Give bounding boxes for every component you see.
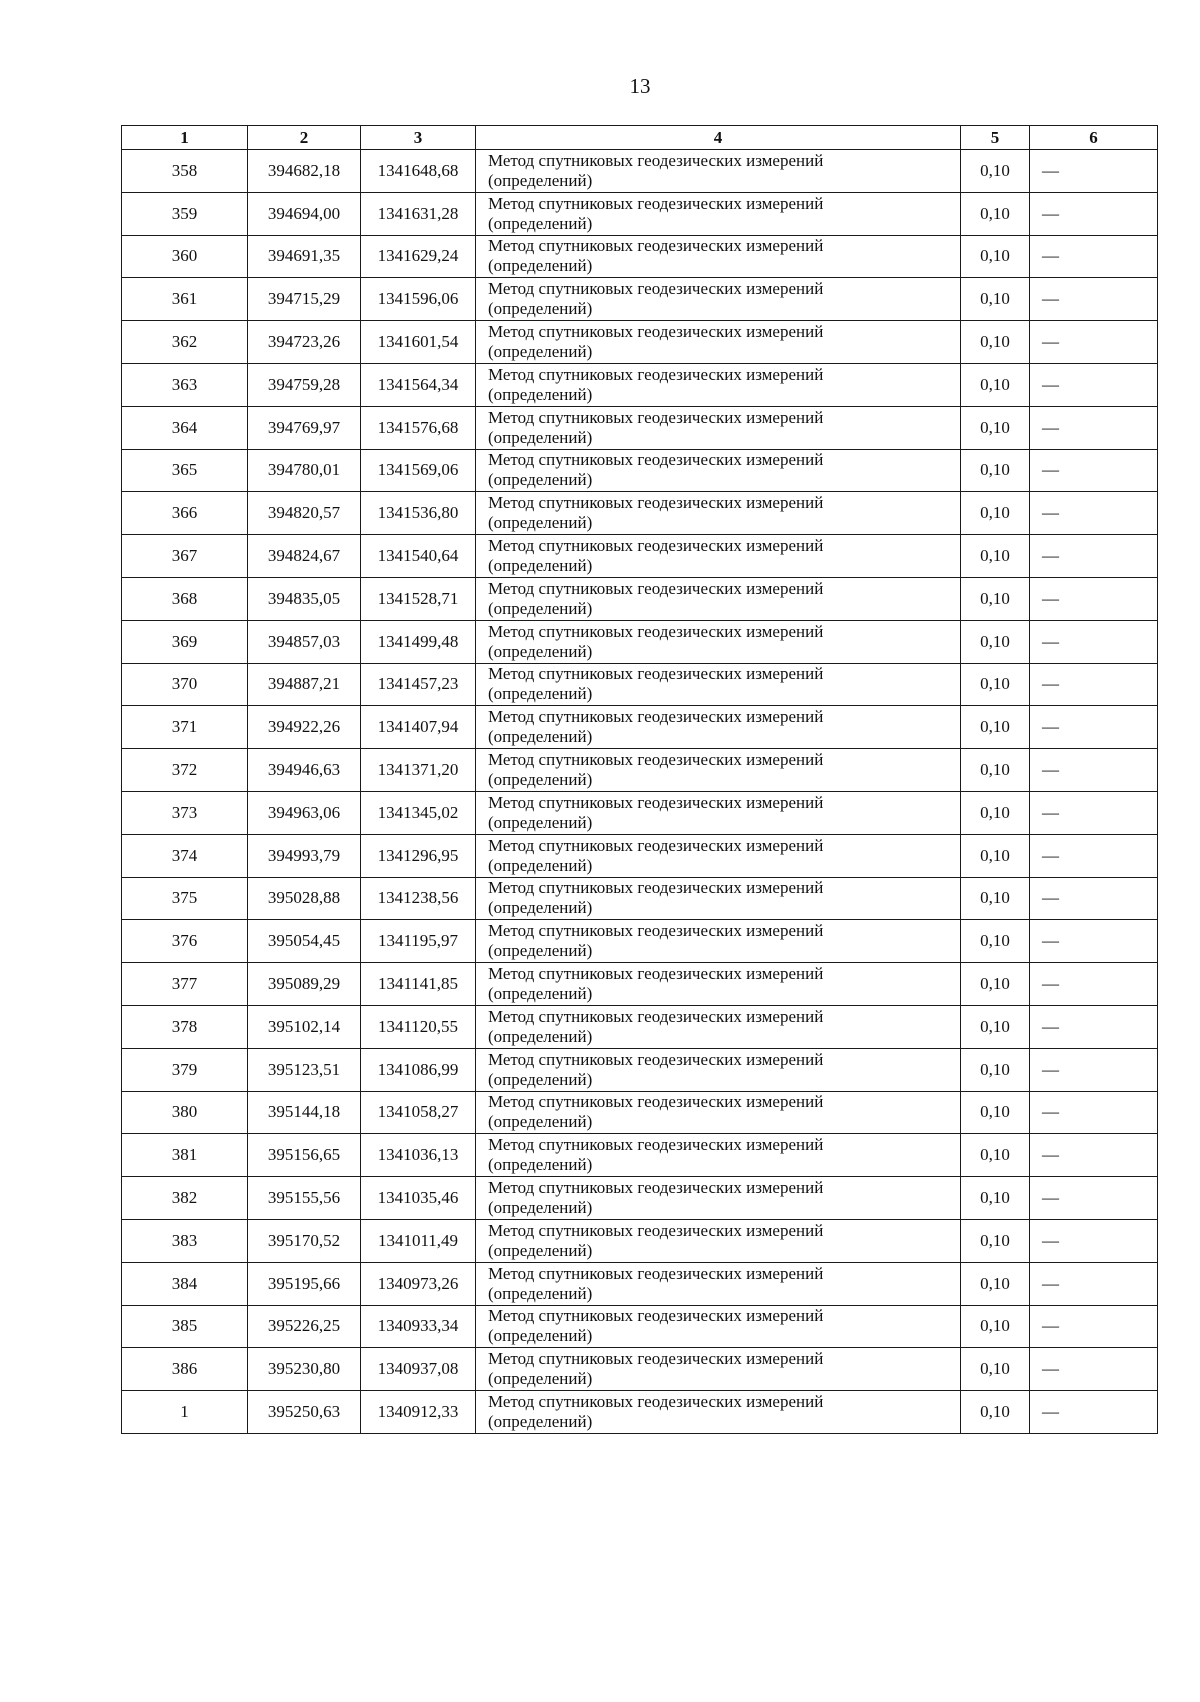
method-line-2: (определений): [488, 1412, 593, 1431]
table-row: [122, 321, 1158, 364]
y-coordinate-cell: 1341058,27: [361, 1091, 476, 1134]
note-cell: —: [1030, 1348, 1158, 1391]
y-coordinate-cell: 1340937,08: [361, 1348, 476, 1391]
table-row: [122, 577, 1158, 620]
table-body: [122, 150, 1158, 1434]
method-cell: [476, 1134, 961, 1177]
accuracy-cell: 0,10: [961, 321, 1030, 364]
method-cell: [476, 749, 961, 792]
method-line-1: Метод спутниковых геодезических измерений: [488, 921, 824, 941]
method-line-2: (определений): [488, 1069, 593, 1089]
point-number-cell: 359: [122, 192, 248, 235]
x-coordinate-cell: 395089,29: [248, 963, 361, 1006]
note-cell: —: [1030, 834, 1158, 877]
method-line-2: (определений): [488, 1026, 593, 1046]
method-cell: [476, 406, 961, 449]
x-coordinate-cell: 395195,66: [248, 1262, 361, 1305]
method-line-2: (определений): [488, 427, 593, 447]
accuracy-cell: 0,10: [961, 192, 1030, 235]
y-coordinate-cell: 1341629,24: [361, 235, 476, 278]
accuracy-cell: 0,10: [961, 963, 1030, 1006]
accuracy-cell: 0,10: [961, 235, 1030, 278]
method-line-1: Метод спутниковых геодезических измерений: [488, 279, 824, 299]
accuracy-cell: 0,10: [961, 1005, 1030, 1048]
method-line-2: (определений): [488, 513, 593, 533]
table-row: [122, 535, 1158, 578]
note-cell: —: [1030, 877, 1158, 920]
accuracy-cell: 0,10: [961, 620, 1030, 663]
x-coordinate-cell: 394694,00: [248, 192, 361, 235]
coordinates-table: [121, 125, 1158, 1434]
accuracy-cell: 0,10: [961, 1391, 1030, 1434]
x-coordinate-cell: 394963,06: [248, 791, 361, 834]
point-number-cell: 381: [122, 1134, 248, 1177]
point-number-cell: 379: [122, 1048, 248, 1091]
method-line-2: (определений): [488, 1326, 593, 1346]
method-line-2: (определений): [488, 941, 593, 961]
table-row: [122, 877, 1158, 920]
accuracy-cell: 0,10: [961, 1091, 1030, 1134]
x-coordinate-cell: 394887,21: [248, 663, 361, 706]
method-cell: [476, 877, 961, 920]
method-line-2: (определений): [488, 855, 593, 875]
point-number-cell: 370: [122, 663, 248, 706]
accuracy-cell: 0,10: [961, 363, 1030, 406]
method-cell: [476, 620, 961, 663]
note-cell: —: [1030, 192, 1158, 235]
method-line-1: Метод спутниковых геодезических измерений: [488, 1135, 824, 1155]
note-cell: —: [1030, 1005, 1158, 1048]
method-line-1: Метод спутниковых геодезических измерений: [488, 150, 824, 170]
note-cell: —: [1030, 791, 1158, 834]
accuracy-cell: 0,10: [961, 1348, 1030, 1391]
y-coordinate-cell: 1341536,80: [361, 492, 476, 535]
method-line-1: Метод спутниковых геодезических измерений: [488, 835, 824, 855]
method-cell: [476, 1219, 961, 1262]
header-col-5: 5: [961, 126, 1030, 150]
x-coordinate-cell: 395155,56: [248, 1177, 361, 1220]
point-number-cell: 383: [122, 1219, 248, 1262]
x-coordinate-cell: 395170,52: [248, 1219, 361, 1262]
point-number-cell: 375: [122, 877, 248, 920]
x-coordinate-cell: 394857,03: [248, 620, 361, 663]
method-cell: [476, 663, 961, 706]
x-coordinate-cell: 394723,26: [248, 321, 361, 364]
method-line-2: (определений): [488, 770, 593, 790]
accuracy-cell: 0,10: [961, 749, 1030, 792]
accuracy-cell: 0,10: [961, 663, 1030, 706]
y-coordinate-cell: 1340973,26: [361, 1262, 476, 1305]
y-coordinate-cell: 1341499,48: [361, 620, 476, 663]
header-col-4: 4: [476, 126, 961, 150]
method-cell: [476, 963, 961, 1006]
method-line-1: Метод спутниковых геодезических измерений: [488, 750, 824, 770]
method-line-2: (определений): [488, 984, 593, 1004]
table-row: [122, 834, 1158, 877]
point-number-cell: 358: [122, 150, 248, 193]
accuracy-cell: 0,10: [961, 278, 1030, 321]
y-coordinate-cell: 1341141,85: [361, 963, 476, 1006]
method-cell: [476, 834, 961, 877]
method-line-2: (определений): [488, 1198, 593, 1218]
y-coordinate-cell: 1341036,13: [361, 1134, 476, 1177]
y-coordinate-cell: 1341631,28: [361, 192, 476, 235]
table-row: [122, 1391, 1158, 1434]
method-line-2: (определений): [488, 641, 593, 661]
table-row: [122, 791, 1158, 834]
point-number-cell: 378: [122, 1005, 248, 1048]
note-cell: —: [1030, 278, 1158, 321]
accuracy-cell: 0,10: [961, 706, 1030, 749]
accuracy-cell: 0,10: [961, 535, 1030, 578]
table-row: [122, 1219, 1158, 1262]
point-number-cell: 363: [122, 363, 248, 406]
method-line-2: (определений): [488, 898, 593, 918]
table-row: [122, 449, 1158, 492]
header-col-6: 6: [1030, 126, 1158, 150]
y-coordinate-cell: 1341601,54: [361, 321, 476, 364]
note-cell: —: [1030, 1048, 1158, 1091]
accuracy-cell: 0,10: [961, 1134, 1030, 1177]
point-number-cell: 360: [122, 235, 248, 278]
note-cell: —: [1030, 492, 1158, 535]
y-coordinate-cell: 1341528,71: [361, 577, 476, 620]
accuracy-cell: 0,10: [961, 150, 1030, 193]
y-coordinate-cell: 1340933,34: [361, 1305, 476, 1348]
method-cell: [476, 535, 961, 578]
accuracy-cell: 0,10: [961, 492, 1030, 535]
method-cell: [476, 791, 961, 834]
header-col-1: 1: [122, 126, 248, 150]
point-number-cell: 1: [122, 1391, 248, 1434]
note-cell: —: [1030, 620, 1158, 663]
accuracy-cell: 0,10: [961, 1305, 1030, 1348]
x-coordinate-cell: 394682,18: [248, 150, 361, 193]
accuracy-cell: 0,10: [961, 877, 1030, 920]
accuracy-cell: 0,10: [961, 1262, 1030, 1305]
accuracy-cell: 0,10: [961, 834, 1030, 877]
y-coordinate-cell: 1341576,68: [361, 406, 476, 449]
method-line-1: Метод спутниковых геодезических измерений: [488, 1049, 824, 1069]
note-cell: —: [1030, 1391, 1158, 1434]
y-coordinate-cell: 1341086,99: [361, 1048, 476, 1091]
point-number-cell: 361: [122, 278, 248, 321]
note-cell: —: [1030, 1262, 1158, 1305]
method-cell: [476, 492, 961, 535]
point-number-cell: 365: [122, 449, 248, 492]
method-line-1: Метод спутниковых геодезических измерений: [488, 1220, 824, 1240]
method-line-2: (определений): [488, 256, 593, 276]
y-coordinate-cell: 1341569,06: [361, 449, 476, 492]
method-cell: [476, 1005, 961, 1048]
table-row: [122, 1177, 1158, 1220]
method-line-1: Метод спутниковых геодезических измерений: [488, 450, 824, 470]
method-line-1: Метод спутниковых геодезических измерений: [488, 236, 824, 256]
note-cell: —: [1030, 235, 1158, 278]
method-line-2: (определений): [488, 213, 593, 233]
method-cell: [476, 235, 961, 278]
point-number-cell: 377: [122, 963, 248, 1006]
y-coordinate-cell: 1341345,02: [361, 791, 476, 834]
method-line-2: (определений): [488, 812, 593, 832]
y-coordinate-cell: 1341238,56: [361, 877, 476, 920]
accuracy-cell: 0,10: [961, 406, 1030, 449]
point-number-cell: 384: [122, 1262, 248, 1305]
method-line-1: Метод спутниковых геодезических измерений: [488, 1092, 824, 1112]
point-number-cell: 362: [122, 321, 248, 364]
method-cell: [476, 1348, 961, 1391]
note-cell: —: [1030, 1219, 1158, 1262]
y-coordinate-cell: 1341407,94: [361, 706, 476, 749]
method-line-1: Метод спутниковых геодезических измерений: [488, 193, 824, 213]
table-row: [122, 663, 1158, 706]
point-number-cell: 367: [122, 535, 248, 578]
table-row: [122, 920, 1158, 963]
method-cell: [476, 1177, 961, 1220]
method-line-1: Метод спутниковых геодезических измерений: [488, 1178, 824, 1198]
accuracy-cell: 0,10: [961, 791, 1030, 834]
accuracy-cell: 0,10: [961, 1048, 1030, 1091]
x-coordinate-cell: 394715,29: [248, 278, 361, 321]
method-line-2: (определений): [488, 727, 593, 747]
note-cell: —: [1030, 963, 1158, 1006]
method-line-1: Метод спутниковых геодезических измерений: [488, 407, 824, 427]
x-coordinate-cell: 394691,35: [248, 235, 361, 278]
method-line-1: Метод спутниковых геодезических измерений: [488, 964, 824, 984]
y-coordinate-cell: 1341371,20: [361, 749, 476, 792]
x-coordinate-cell: 394824,67: [248, 535, 361, 578]
header-col-2: 2: [248, 126, 361, 150]
method-cell: [476, 1305, 961, 1348]
method-line-1: Метод спутниковых геодезических измерений: [488, 1306, 824, 1326]
x-coordinate-cell: 394820,57: [248, 492, 361, 535]
accuracy-cell: 0,10: [961, 1219, 1030, 1262]
method-line-1: Метод спутниковых геодезических измерений: [488, 322, 824, 342]
note-cell: —: [1030, 706, 1158, 749]
note-cell: —: [1030, 1134, 1158, 1177]
method-line-1: Метод спутниковых геодезических измерений: [488, 664, 824, 684]
point-number-cell: 368: [122, 577, 248, 620]
table-header-row: [122, 126, 1158, 150]
x-coordinate-cell: 394922,26: [248, 706, 361, 749]
method-line-1: Метод спутниковых геодезических измерений: [488, 1349, 824, 1369]
note-cell: —: [1030, 1177, 1158, 1220]
header-col-3: 3: [361, 126, 476, 150]
method-line-2: (определений): [488, 342, 593, 362]
method-line-2: (определений): [488, 598, 593, 618]
x-coordinate-cell: 395250,63: [248, 1391, 361, 1434]
method-line-2: (определений): [488, 299, 593, 319]
method-line-1: Метод спутниковых геодезических измерений: [488, 1006, 824, 1026]
method-line-1: Метод спутниковых геодезических измерений: [488, 707, 824, 727]
note-cell: —: [1030, 1091, 1158, 1134]
note-cell: —: [1030, 406, 1158, 449]
method-cell: [476, 1048, 961, 1091]
x-coordinate-cell: 395102,14: [248, 1005, 361, 1048]
method-line-1: Метод спутниковых геодезических измерений: [488, 1263, 824, 1283]
table-row: [122, 1005, 1158, 1048]
note-cell: —: [1030, 920, 1158, 963]
method-cell: [476, 706, 961, 749]
table-row: [122, 1305, 1158, 1348]
y-coordinate-cell: 1341540,64: [361, 535, 476, 578]
method-cell: [476, 150, 961, 193]
point-number-cell: 364: [122, 406, 248, 449]
table-row: [122, 1091, 1158, 1134]
y-coordinate-cell: 1341564,34: [361, 363, 476, 406]
note-cell: —: [1030, 535, 1158, 578]
table-row: [122, 706, 1158, 749]
point-number-cell: 373: [122, 791, 248, 834]
table-row: [122, 963, 1158, 1006]
method-line-2: (определений): [488, 684, 593, 704]
method-line-1: Метод спутниковых геодезических измерений: [488, 536, 824, 556]
table-row: [122, 1048, 1158, 1091]
y-coordinate-cell: 1341296,95: [361, 834, 476, 877]
point-number-cell: 382: [122, 1177, 248, 1220]
y-coordinate-cell: 1341035,46: [361, 1177, 476, 1220]
method-cell: [476, 1391, 961, 1434]
y-coordinate-cell: 1341648,68: [361, 150, 476, 193]
x-coordinate-cell: 394780,01: [248, 449, 361, 492]
point-number-cell: 371: [122, 706, 248, 749]
table-row: [122, 749, 1158, 792]
table-row: [122, 278, 1158, 321]
accuracy-cell: 0,10: [961, 920, 1030, 963]
method-cell: [476, 278, 961, 321]
x-coordinate-cell: 395028,88: [248, 877, 361, 920]
y-coordinate-cell: 1341011,49: [361, 1219, 476, 1262]
accuracy-cell: 0,10: [961, 577, 1030, 620]
note-cell: —: [1030, 363, 1158, 406]
method-cell: [476, 920, 961, 963]
method-cell: [476, 363, 961, 406]
point-number-cell: 380: [122, 1091, 248, 1134]
method-cell: [476, 1091, 961, 1134]
x-coordinate-cell: 395144,18: [248, 1091, 361, 1134]
method-cell: [476, 192, 961, 235]
y-coordinate-cell: 1341596,06: [361, 278, 476, 321]
method-line-2: (определений): [488, 556, 593, 576]
table-row: [122, 406, 1158, 449]
table-row: [122, 1348, 1158, 1391]
x-coordinate-cell: 394946,63: [248, 749, 361, 792]
note-cell: —: [1030, 1305, 1158, 1348]
point-number-cell: 369: [122, 620, 248, 663]
method-line-1: Метод спутниковых геодезических измерений: [488, 364, 824, 384]
point-number-cell: 385: [122, 1305, 248, 1348]
method-line-2: (определений): [488, 1369, 593, 1389]
point-number-cell: 386: [122, 1348, 248, 1391]
method-line-1: Метод спутниковых геодезических измерений: [488, 878, 824, 898]
method-line-2: (определений): [488, 470, 593, 490]
method-line-2: (определений): [488, 1155, 593, 1175]
note-cell: —: [1030, 321, 1158, 364]
x-coordinate-cell: 394835,05: [248, 577, 361, 620]
point-number-cell: 372: [122, 749, 248, 792]
table-row: [122, 150, 1158, 193]
x-coordinate-cell: 394759,28: [248, 363, 361, 406]
x-coordinate-cell: 395156,65: [248, 1134, 361, 1177]
note-cell: —: [1030, 749, 1158, 792]
point-number-cell: 376: [122, 920, 248, 963]
note-cell: —: [1030, 449, 1158, 492]
x-coordinate-cell: 395123,51: [248, 1048, 361, 1091]
method-line-1: Метод спутниковых геодезических измерений: [488, 792, 824, 812]
accuracy-cell: 0,10: [961, 1177, 1030, 1220]
note-cell: —: [1030, 663, 1158, 706]
table-row: [122, 1262, 1158, 1305]
method-line-1: Метод спутниковых геодезических измерений: [488, 578, 824, 598]
point-number-cell: 374: [122, 834, 248, 877]
x-coordinate-cell: 395226,25: [248, 1305, 361, 1348]
table-row: [122, 492, 1158, 535]
y-coordinate-cell: 1341195,97: [361, 920, 476, 963]
table-row: [122, 1134, 1158, 1177]
x-coordinate-cell: 395054,45: [248, 920, 361, 963]
page-number: 13: [629, 74, 651, 98]
method-cell: [476, 577, 961, 620]
method-line-2: (определений): [488, 1283, 593, 1303]
y-coordinate-cell: 1341120,55: [361, 1005, 476, 1048]
method-line-2: (определений): [488, 170, 593, 190]
x-coordinate-cell: 395230,80: [248, 1348, 361, 1391]
table-row: [122, 235, 1158, 278]
x-coordinate-cell: 394769,97: [248, 406, 361, 449]
method-line-2: (определений): [488, 1112, 593, 1132]
method-line-1: Метод спутниковых геодезических измерений: [488, 1392, 824, 1411]
method-line-1: Метод спутниковых геодезических измерений: [488, 493, 824, 513]
method-line-2: (определений): [488, 384, 593, 404]
y-coordinate-cell: 1340912,33: [361, 1391, 476, 1434]
accuracy-cell: 0,10: [961, 449, 1030, 492]
table-row: [122, 192, 1158, 235]
point-number-cell: 366: [122, 492, 248, 535]
y-coordinate-cell: 1341457,23: [361, 663, 476, 706]
table-row: [122, 620, 1158, 663]
note-cell: —: [1030, 577, 1158, 620]
x-coordinate-cell: 394993,79: [248, 834, 361, 877]
method-cell: [476, 1262, 961, 1305]
method-cell: [476, 321, 961, 364]
method-line-1: Метод спутниковых геодезических измерений: [488, 621, 824, 641]
method-cell: [476, 449, 961, 492]
table-row: [122, 363, 1158, 406]
note-cell: —: [1030, 150, 1158, 193]
method-line-2: (определений): [488, 1240, 593, 1260]
